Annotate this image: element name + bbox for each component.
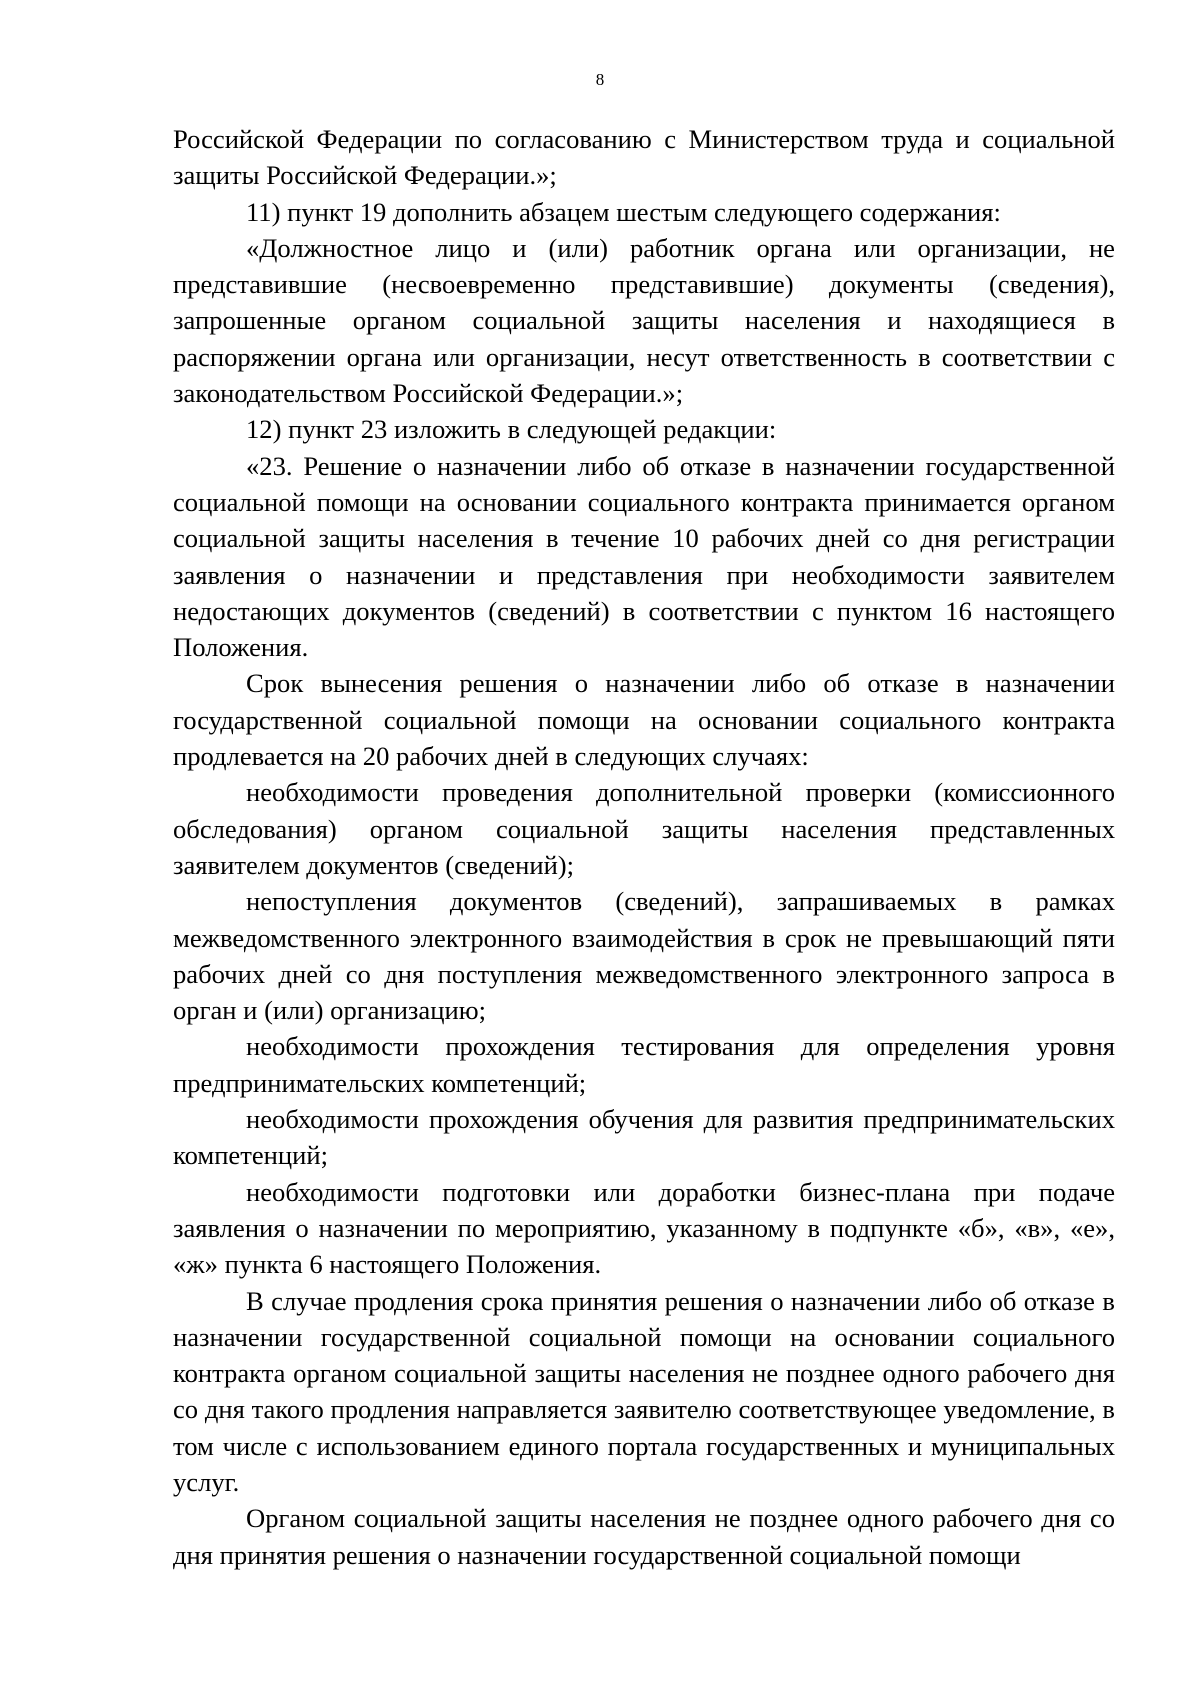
paragraph-extension-term: Срок вынесения решения о назначении либо об отказе в назначении государственной социальной помощи на основании социального контракта продлевается на 20 рабочих дней в следующих случаях: xyxy=(173,668,1115,772)
paragraph-notification: В случае продления срока принятия решения о назначении либо об отказе в назначении государственной социальной помощи на основании социального контракта органом социальной защиты населения не позднее одного рабочего дня со дня такого продления направляется заявителю соответствующее уведомление, в том числе с использованием единого портала государственных и муниципальных услуг. xyxy=(173,1285,1115,1497)
paragraph-item-12: 12) пункт 23 изложить в следующей редакции: xyxy=(246,414,777,445)
paragraph-case-testing: необходимости прохождения тестирования для определения уровня предпринимательских компетенций; xyxy=(173,1031,1115,1098)
paragraph-item-11: 11) пункт 19 дополнить абзацем шестым следующего содержания: xyxy=(246,196,1001,227)
paragraph-final: Органом социальной защиты населения не позднее одного рабочего дня со дня принятия решения о назначении государственной социальной помощи xyxy=(173,1503,1115,1570)
paragraph-point-23: «23. Решение о назначении либо об отказе в назначении государственной социальной помощи на основании социального контракта принимается органом социальной защиты населения в течение 10 рабочих дней со дня регистрации заявления о назначении и представления при необходимости заявителем недостающих документов (сведений) в соответствии с пунктом 16 настоящего Положения. xyxy=(173,450,1115,663)
paragraph-case-training: необходимости прохождения обучения для развития предпринимательских компетенций; xyxy=(173,1104,1115,1171)
page-number: 8 xyxy=(595,70,605,89)
paragraph-responsibility: «Должностное лицо и (или) работник органа или организации, не представившие (несвоевременно представившие) документы (сведения), запрошенные органом социальной защиты населения и находящиеся в распоряжении органа или организации, несут ответственность в соответствии с законодательством Российской Федерации.»; xyxy=(173,232,1115,409)
paragraph-continuation: Российской Федерации по согласованию с Министерством труда и социальной защиты Российской Федерации.»; xyxy=(173,124,1115,191)
document-body xyxy=(173,121,1115,1573)
paragraph-case-business-plan: необходимости подготовки или доработки бизнес-плана при подаче заявления о назначении по мероприятию, указанному в подпункте «б», «в», «е», «ж» пункта 6 настоящего Положения. xyxy=(173,1176,1115,1280)
paragraph-case-inspection: необходимости проведения дополнительной проверки (комиссионного обследования) органом социальной защиты населения представленных заявителем документов (сведений); xyxy=(173,777,1115,880)
paragraph-case-nonreceipt: непоступления документов (сведений), запрашиваемых в рамках межведомственного электронного взаимодействия в срок не превышающий пяти рабочих дней со дня поступления межведомственного электронного запроса в орган и (или) организацию; xyxy=(173,886,1115,1026)
